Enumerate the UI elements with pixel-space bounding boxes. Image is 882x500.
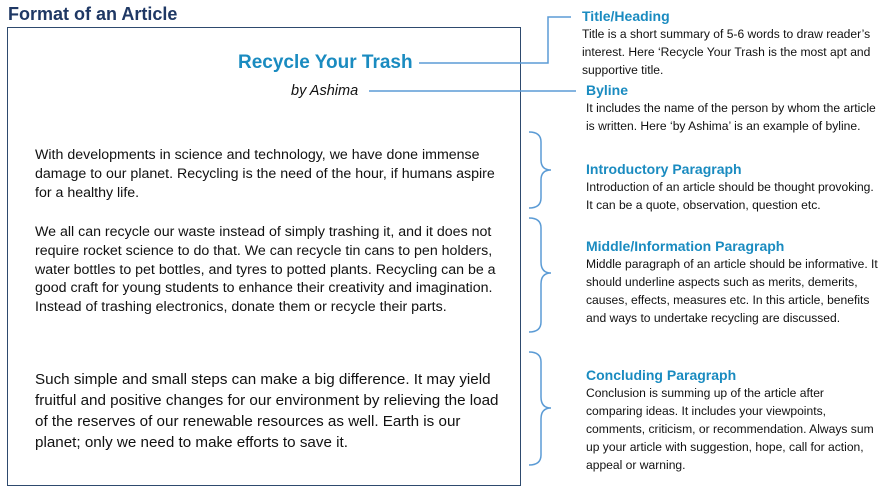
annotation-text: It includes the name of the person by whom the article is written. Here ‘by Ashima’ is an example of byline. bbox=[586, 101, 876, 133]
annotation-text: Middle paragraph of an article should be informative. It should underline aspects such as merits, demerits, causes, effects, measures etc. In this article, benefits and ways to undertake recycling are discussed. bbox=[586, 257, 878, 325]
annotation-heading: Byline bbox=[586, 82, 629, 98]
title-connector bbox=[419, 17, 571, 63]
article-title: Recycle Your Trash bbox=[238, 52, 413, 73]
middle-paragraph: We all can recycle our waste instead of simply trashing it, and it does not require rocket science to do that. We can recycle tin cans to pen holders, water bottles to pet bottles, and tyres to potted plants. Recycling can be a good craft for young students to enhance their creativity and imagination. Instead of trashing electronics, donate them or recycle their parts. bbox=[35, 224, 496, 316]
middle-brace bbox=[529, 218, 551, 332]
annotation-introductory-paragraph bbox=[586, 160, 882, 214]
annotation-heading: Middle/Information Paragraph bbox=[586, 238, 785, 254]
annotation-concluding-paragraph bbox=[586, 366, 882, 474]
annotation-heading: Concluding Paragraph bbox=[586, 367, 737, 383]
page-heading: Format of an Article bbox=[8, 4, 178, 24]
annotation-middle-paragraph bbox=[586, 237, 882, 327]
intro-brace bbox=[529, 132, 551, 208]
article-byline: by Ashima bbox=[291, 83, 359, 99]
annotation-title-heading bbox=[582, 7, 878, 79]
introductory-paragraph: With developments in science and technology, we have done immense damage to our planet. Recycling is the need of the hour, if humans aspire for a healthy life. bbox=[35, 147, 495, 201]
annotation-text: Conclusion is summing up of the article after comparing ideas. It includes your viewpoints, comments, criticism, or recommendation. Always sum up your article with suggestion, hope, call for action, appeal or warning. bbox=[586, 386, 874, 472]
annotation-text: Introduction of an article should be thought provoking. It can be a quote, observation, question etc. bbox=[586, 180, 874, 212]
annotation-heading: Introductory Paragraph bbox=[586, 161, 742, 177]
concluding-brace bbox=[529, 352, 551, 465]
concluding-paragraph: Such simple and small steps can make a big difference. It may yield fruitful and positive changes for our environment by relieving the load of the reserves of our renewable resources as well. Earth is our planet; only we need to make efforts to save it. bbox=[35, 371, 499, 451]
annotation-heading: Title/Heading bbox=[582, 8, 670, 24]
annotation-byline bbox=[586, 81, 882, 135]
annotation-text: Title is a short summary of 5-6 words to draw reader’s interest. Here ‘Recycle Your Trash is the most apt and supportive title. bbox=[582, 27, 871, 77]
